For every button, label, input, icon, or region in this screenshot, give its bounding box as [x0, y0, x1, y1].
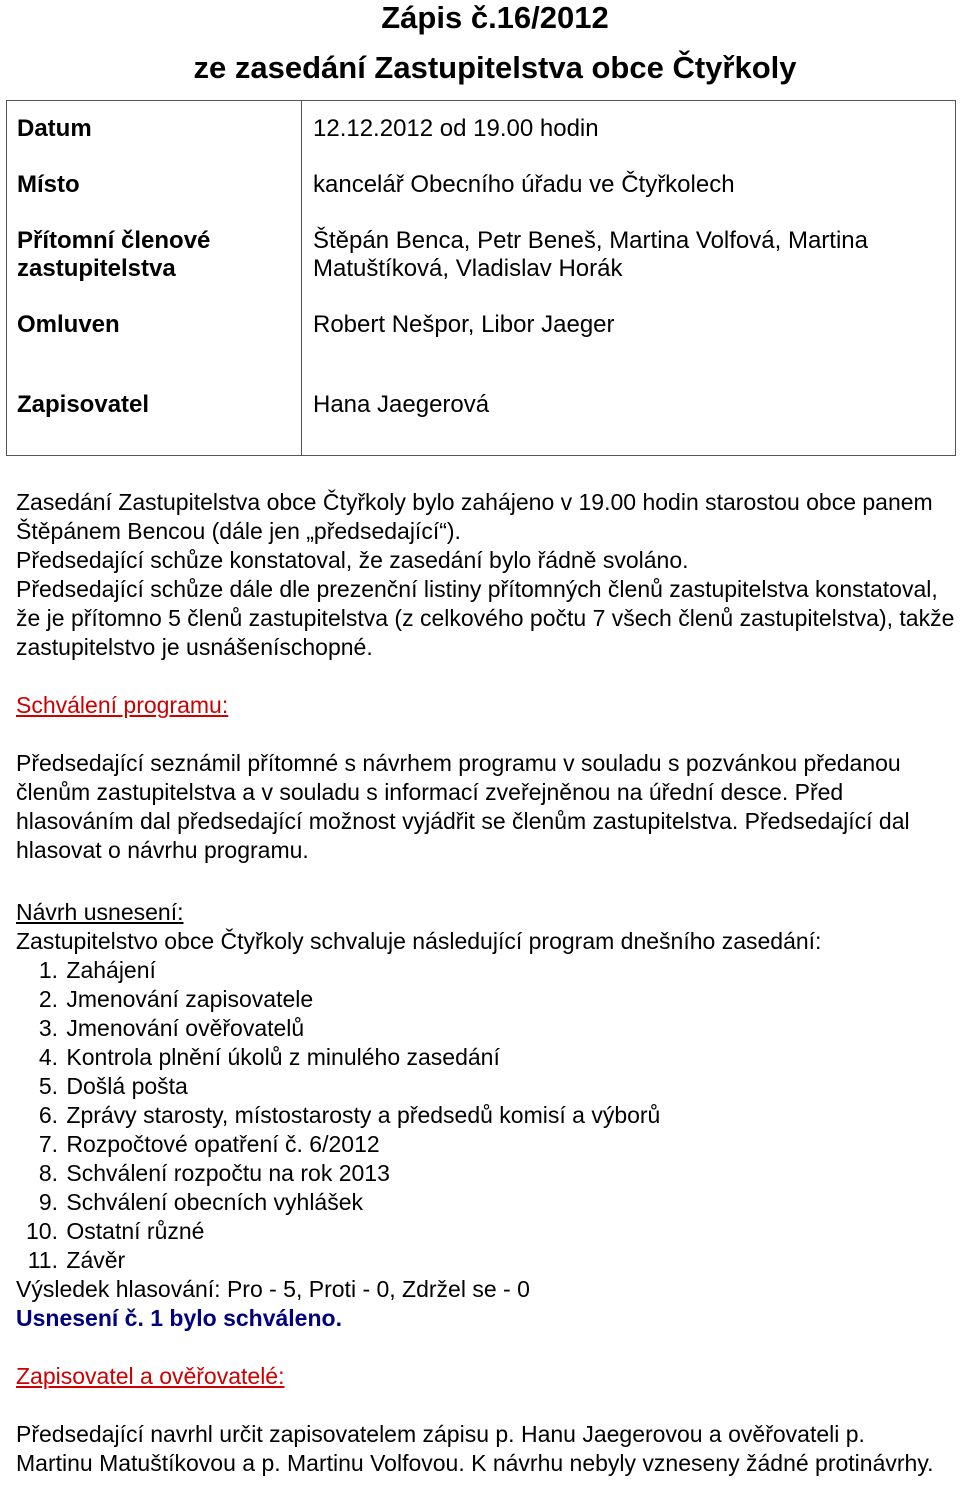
intro-paragraph-1: Zasedání Zastupitelstva obce Čtyřkoly bylo zahájeno v 19.00 hodin starostou obce panem Štěpánem Bencou (dále jen „předsedající“). [16, 489, 933, 544]
intro-paragraph-2: Předsedající schůze konstatoval, že zasedání bylo řádně svoláno. [16, 547, 689, 573]
list-item: 11. Závěr [27, 1247, 126, 1273]
program-list [16, 956, 660, 1275]
list-item: 5. Došlá pošta [38, 1073, 188, 1099]
date-value: 12.12.2012 od 19.00 hodin [313, 115, 599, 142]
list-item: 10. Ostatní různé [26, 1218, 205, 1244]
meeting-info-table [6, 100, 956, 456]
recorder-verifiers-heading: Zapisovatel a ověřovatelé: [16, 1363, 285, 1389]
list-item: 9. Schválení obecních vyhlášek [38, 1189, 364, 1215]
list-item: 8. Schválení rozpočtu na rok 2013 [38, 1160, 390, 1186]
table-divider [301, 101, 302, 455]
list-item: 4. Kontrola plnění úkolů z minulého zasedání [38, 1044, 500, 1070]
excused-value: Robert Nešpor, Libor Jaeger [313, 311, 615, 338]
intro-paragraph-3: Předsedající schůze dále dle prezenční listiny přítomných členů zastupitelstva konstatoval, že je přítomno 5 členů zastupitelstva (z celkového počtu 7 všech členů zastupitelstva), takže zastupitelstvo je usnášeníschopné. [16, 576, 955, 660]
date-label: Datum [17, 115, 92, 142]
document-subtitle: ze zasedání Zastupitelstva obce Čtyřkoly [193, 50, 797, 85]
list-item: 3. Jmenování ověřovatelů [38, 1015, 305, 1041]
recorder-label: Zapisovatel [17, 391, 150, 418]
program-approval-body: Předsedající seznámil přítomné s návrhem programu v souladu s pozvánkou předanou členům zastupitelstva a v souladu s informací zveřejněnou na úřední desce. Před hlasováním dal předsedající možnost vyjádřit se členům zastupitelstva. Předsedající dal hlasovat o návrhu programu. [16, 750, 910, 863]
vote-result: Výsledek hlasování: Pro - 5, Proti - 0, Zdržel se - 0 [16, 1276, 530, 1302]
place-label: Místo [17, 171, 80, 198]
recorder-verifiers-body: Předsedající navrhl určit zapisovatelem zápisu p. Hanu Jaegerovou a ověřovateli p. Martinu Matuštíkovou a p. Martinu Volfovou. K návrhu nebyly vzneseny žádné protinávrhy. [16, 1421, 934, 1476]
list-item: 7. Rozpočtové opatření č. 6/2012 [38, 1131, 380, 1157]
program-approval-heading: Schválení programu: [16, 692, 229, 718]
present-members-label: Přítomní členové zastupitelstva [17, 227, 211, 282]
excused-label: Omluven [17, 311, 120, 338]
document-title: Zápis č.16/2012 [381, 0, 609, 35]
list-item: 2. Jmenování zapisovatele [38, 986, 314, 1012]
resolution-proposal-label: Návrh usnesení: [16, 899, 184, 925]
list-item: 1. Zahájení [38, 957, 156, 983]
resolution-proposal-text: Zastupitelstvo obce Čtyřkoly schvaluje následující program dnešního zasedání: [16, 928, 822, 954]
list-item: 6. Zprávy starosty, místostarosty a předsedů komisí a výborů [38, 1102, 661, 1128]
present-members-value: Štěpán Benca, Petr Beneš, Martina Volfová, Martina Matuštíková, Vladislav Horák [313, 227, 868, 282]
resolution-approved: Usnesení č. 1 bylo schváleno. [16, 1305, 342, 1331]
place-value: kancelář Obecního úřadu ve Čtyřkolech [313, 171, 735, 198]
recorder-value: Hana Jaegerová [313, 391, 490, 418]
